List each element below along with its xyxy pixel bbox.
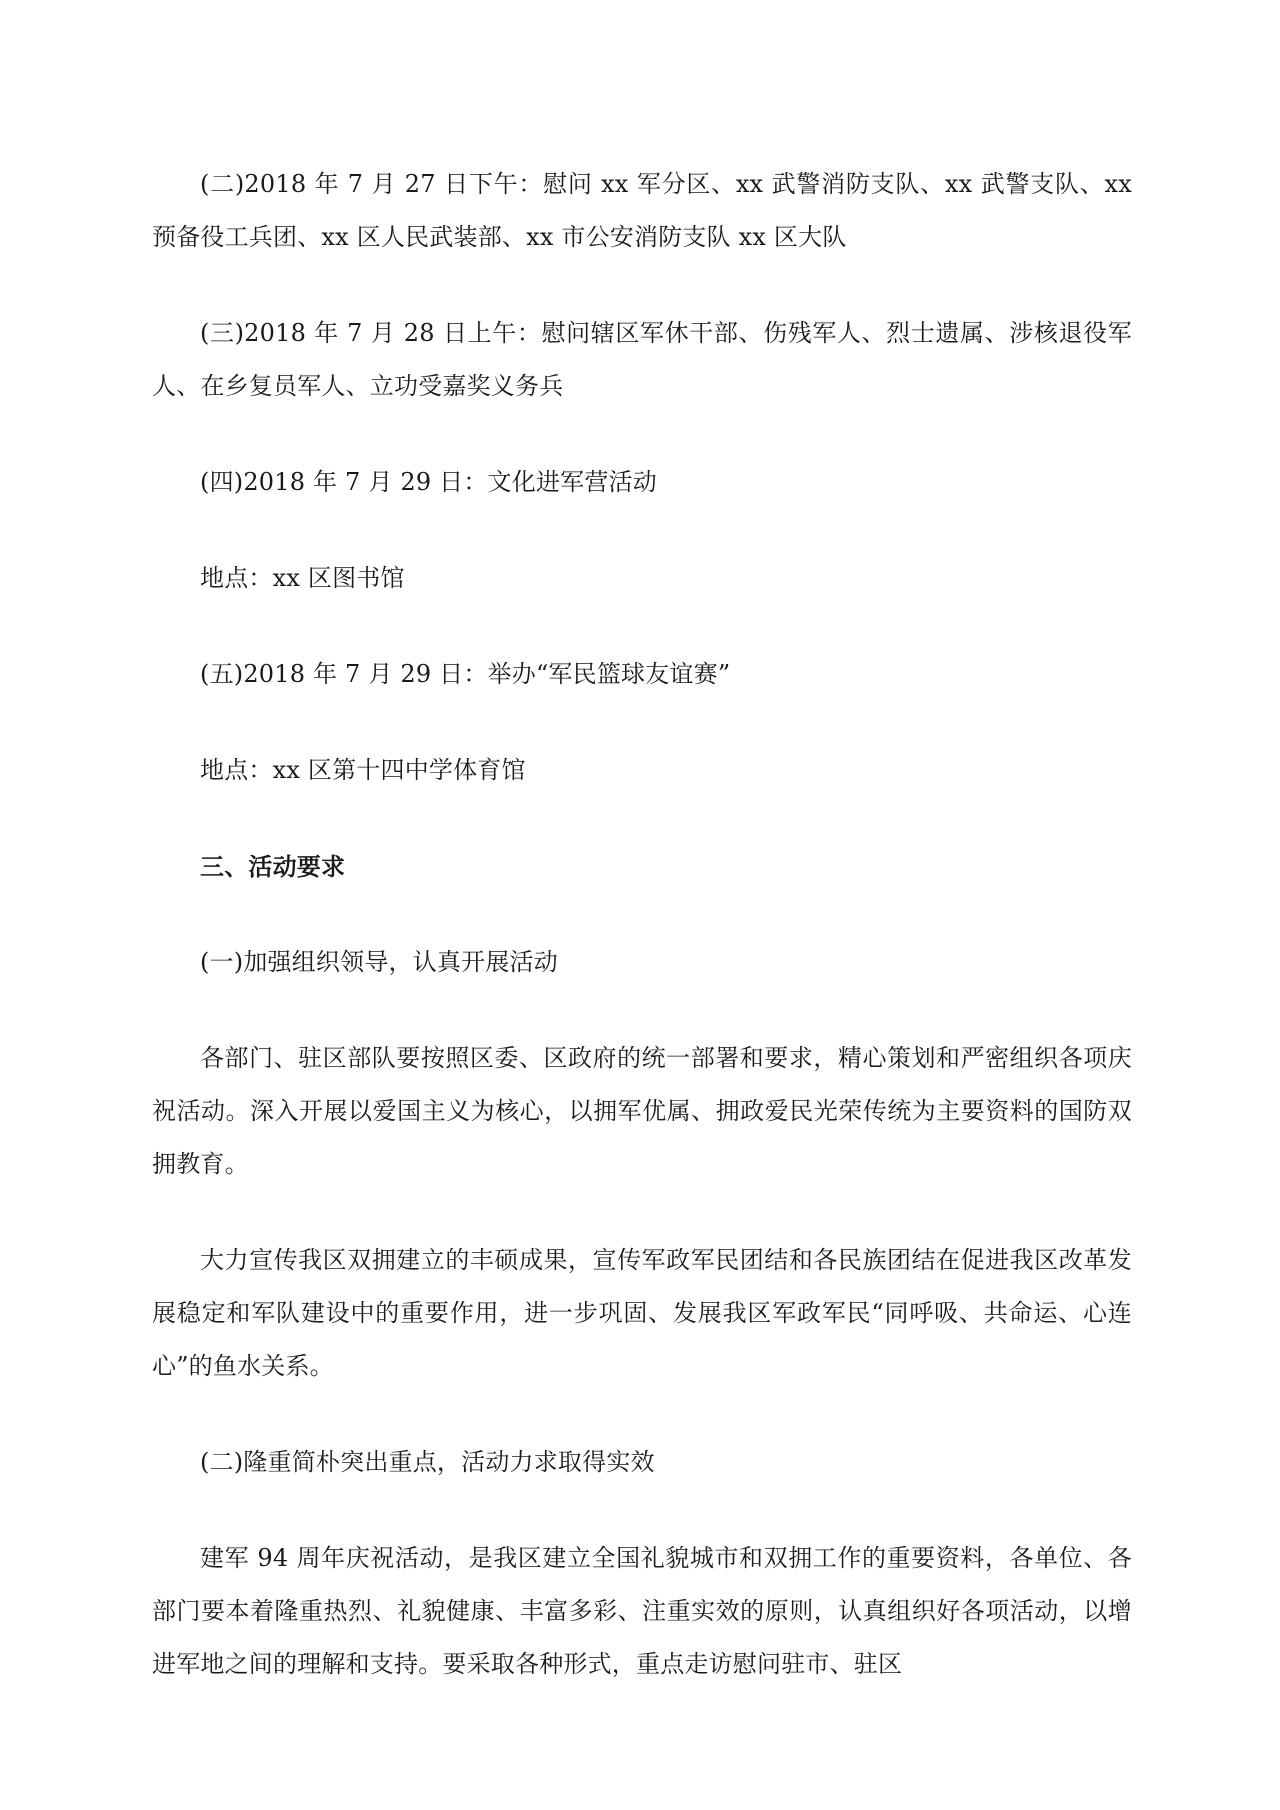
subheading-organization: (一)加强组织领导，认真开展活动: [200, 948, 558, 976]
paragraph-organization-body: 各部门、驻区部队要按照区委、区政府的统一部署和要求，精心策划和严密组织各项庆祝活动。深入开展以爱国主义为核心，以拥军优属、拥政爱民光荣传统为主要资料的国防双拥教育。: [152, 1044, 1132, 1178]
document-body: [152, 158, 1132, 1691]
paragraph-location-library: 地点：xx 区图书馆: [200, 564, 405, 592]
paragraph-publicity-body: 大力宣传我区双拥建立的丰硕成果，宣传军政军民团结和各民族团结在促进我区改革发展稳定和军队建设中的重要作用，进一步巩固、发展我区军政军民“同呼吸、共命运、心连心”的鱼水关系。: [152, 1246, 1132, 1380]
paragraph-schedule-item-5: (五)2018 年 7 月 29 日：举办“军民篮球友谊赛”: [200, 660, 731, 688]
paragraph-schedule-item-4: (四)2018 年 7 月 29 日：文化进军营活动: [200, 468, 657, 496]
paragraph-celebration-body: 建军 94 周年庆祝活动，是我区建立全国礼貌城市和双拥工作的重要资料，各单位、各部门要本着隆重热烈、礼貌健康、丰富多彩、注重实效的原则，认真组织好各项活动，以增进军地之间的理解和支持。要采取各种形式，重点走访慰问驻市、驻区: [152, 1544, 1132, 1678]
section-heading-requirements: 三、活动要求: [200, 852, 346, 881]
paragraph-schedule-item-3: (三)2018 年 7 月 28 日上午：慰问辖区军休干部、伤残军人、烈士遗属、涉核退役军人、在乡复员军人、立功受嘉奖义务兵: [152, 319, 1132, 400]
subheading-focus: (二)隆重简朴突出重点，活动力求取得实效: [200, 1448, 655, 1476]
paragraph-location-gym: 地点：xx 区第十四中学体育馆: [200, 756, 526, 784]
paragraph-schedule-item-2: (二)2018 年 7 月 27 日下午：慰问 xx 军分区、xx 武警消防支队、xx 武警支队、xx 预备役工兵团、xx 区人民武装部、xx 市公安消防支队 xx 区大队: [152, 170, 1132, 251]
